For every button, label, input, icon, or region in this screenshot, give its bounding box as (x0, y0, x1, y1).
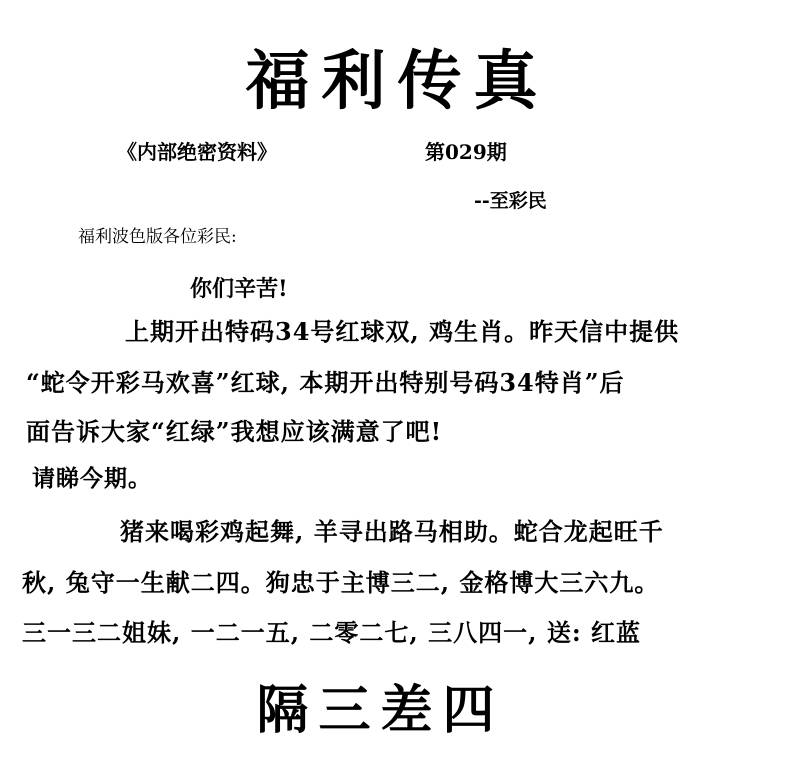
body-line-3: 面告诉大家“红绿”我想应该满意了吧! (26, 417, 443, 446)
body-line-6: 秋, 兔守一生献二四。狗忠于主博三二, 金格博大三六九。 (22, 568, 660, 597)
footer-slogan: 隔三差四 (256, 680, 505, 741)
signature: --至彩民 (474, 190, 547, 212)
document-subtitle: 《内部绝密资料》 (117, 140, 277, 164)
body-line-1: 上期开出特码34号红球双, 鸡生肖。昨天信中提供 (125, 317, 680, 346)
body-line-7: 三一三二姐妹, 一二一五, 二零二七, 三八四一, 送: 红蓝 (22, 618, 642, 647)
issue-number: 第029期 (425, 140, 507, 164)
body-line-5: 猪来喝彩鸡起舞, 羊寻出路马相助。蛇合龙起旺千 (120, 517, 664, 546)
hello-line: 你们辛苦! (190, 276, 288, 302)
body-line-2: “蛇令开彩马欢喜”红球, 本期开出特别号码34特肖”后 (26, 368, 625, 397)
body-line-4: 请睇今期。 (32, 465, 152, 492)
document-title: 福利传真 (245, 44, 550, 119)
greeting-line: 福利波色版各位彩民: (78, 227, 237, 247)
